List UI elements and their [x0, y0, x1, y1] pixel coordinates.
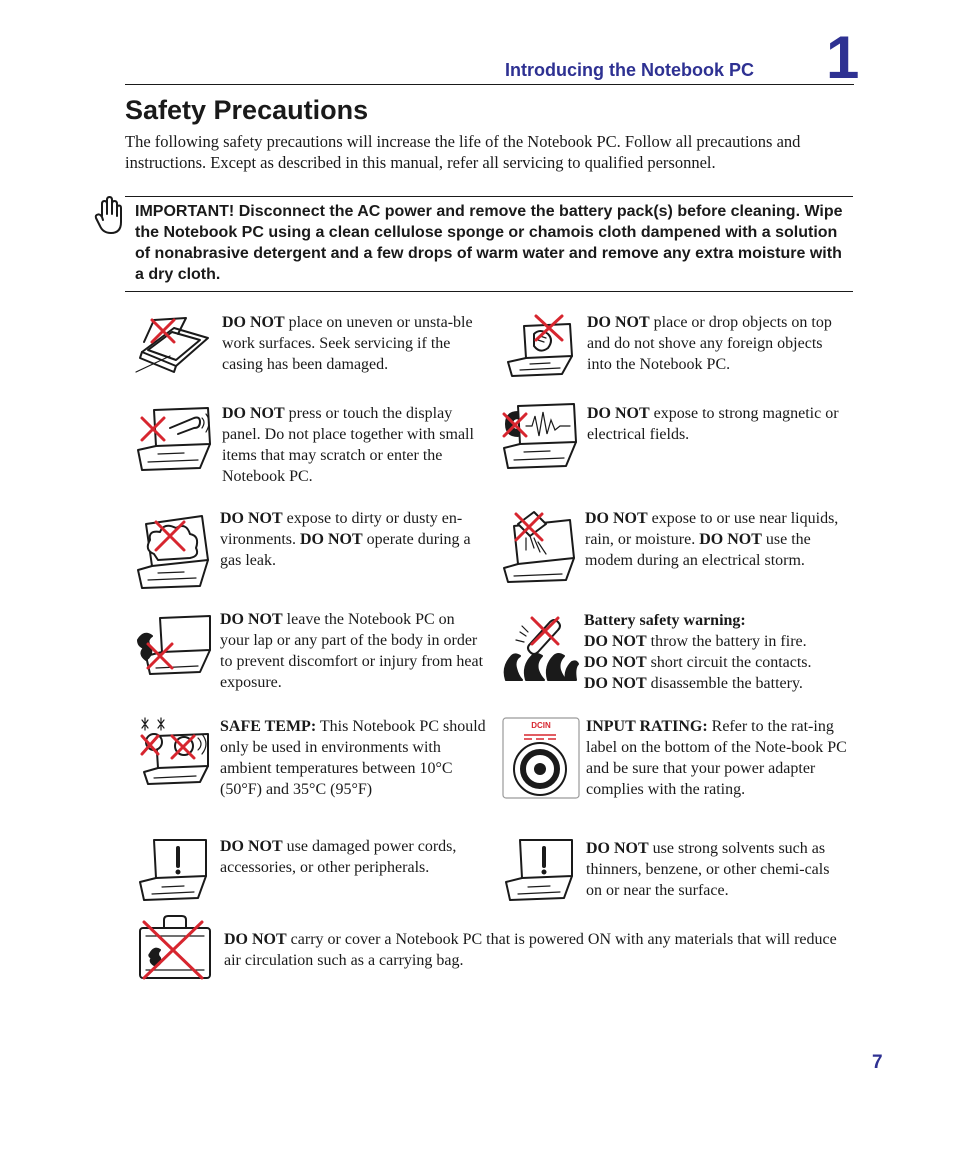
- item-description: leave the Notebook PC on your lap or any part of the body in order to prevent discomfort or injury from heat exposure.: [220, 611, 484, 691]
- lap-text: [220, 609, 486, 693]
- do-not-label: DO NOT: [222, 405, 285, 422]
- item-description: throw the battery in fire.: [646, 633, 807, 650]
- item-description: This Notebook PC should only be used in environments with ambient temperatures between 10°C (50°F) and 35°C (95°F): [220, 718, 486, 798]
- carrying-bag-icon: [136, 914, 214, 980]
- drop-objects-icon: [500, 312, 580, 380]
- uneven-surface-text: [222, 312, 484, 375]
- dusty-environment-icon: [134, 510, 214, 592]
- dusty-text: [220, 508, 490, 571]
- input-rating-text: [586, 716, 851, 800]
- liquid-spill-icon: [500, 508, 580, 584]
- battery-line-short: [584, 652, 849, 673]
- important-bottom-rule: [125, 291, 853, 292]
- battery-fire-icon: [500, 612, 582, 684]
- temperature-icon: [134, 716, 214, 786]
- do-not-label: DO NOT: [224, 931, 287, 948]
- page-number: 7: [872, 1052, 883, 1073]
- hand-stop-icon: [93, 196, 125, 236]
- power-cords-text: [220, 836, 486, 878]
- safe-temp-text: [220, 716, 486, 800]
- do-not-label: DO NOT: [585, 510, 648, 527]
- item-description: expose to or use near liquids, rain, or moisture.: [585, 510, 839, 548]
- chapter-number: 1: [826, 24, 860, 91]
- battery-heading-label: Battery safety warning:: [584, 612, 746, 629]
- touch-display-text: [222, 403, 487, 487]
- lap-heat-icon: [134, 614, 214, 678]
- intro-paragraph: The following safety precautions will increase the life of the Notebook PC. Follow all precautions and instructions. Except as described in this manual, refer all servicing to qualified personnel.: [125, 132, 801, 172]
- do-not-label: DO NOT: [584, 654, 647, 671]
- item-description: place on uneven or unsta-ble work surfaces. Seek servicing if the casing has been damaged.: [222, 314, 473, 373]
- item-description: carry or cover a Notebook PC that is powered ON with any materials that will reduce air circulation such as a carrying bag.: [224, 931, 837, 969]
- do-not-label: DO NOT: [587, 314, 650, 331]
- battery-warning-text: [584, 610, 849, 694]
- safe-temp-label: SAFE TEMP:: [220, 718, 317, 735]
- item-description: disassemble the battery.: [646, 675, 803, 692]
- do-not-label: DO NOT: [220, 611, 283, 628]
- item-description: expose to dirty or dusty en-vironments.: [220, 510, 463, 548]
- do-not-label: DO NOT: [587, 405, 650, 422]
- do-not-label: DO NOT: [300, 531, 363, 548]
- solvents-text: [586, 838, 848, 901]
- do-not-label: DO NOT: [586, 840, 649, 857]
- warning-exclamation-icon: [502, 838, 576, 902]
- touch-display-icon: [134, 404, 214, 474]
- item-description: use strong solvents such as thinners, benzene, or other chemi-cals on or near the surface.: [586, 840, 830, 899]
- do-not-label: DO NOT: [222, 314, 285, 331]
- item-description: use the modem during an electrical storm.: [585, 531, 811, 569]
- item-description: Refer to the rat-ing label on the bottom of the Note-book PC and be sure that your power adapter complies with the rating.: [586, 718, 847, 798]
- do-not-label: DO NOT: [220, 510, 283, 527]
- item-description: short circuit the contacts.: [646, 654, 812, 671]
- warning-exclamation-icon: [136, 838, 210, 902]
- item-description: use damaged power cords, accessories, or other peripherals.: [220, 838, 457, 876]
- magnetic-text: [587, 403, 849, 445]
- do-not-label: DO NOT: [220, 838, 283, 855]
- input-rating-label: INPUT RATING:: [586, 718, 708, 735]
- battery-heading: [584, 610, 849, 631]
- do-not-label: DO NOT: [699, 531, 762, 548]
- battery-line-disassemble: [584, 673, 849, 694]
- drop-objects-text: [587, 312, 847, 375]
- dcin-label: DCIN: [531, 721, 551, 730]
- page-title: Safety Precautions: [125, 95, 369, 125]
- liquids-text: [585, 508, 849, 571]
- do-not-label: DO NOT: [584, 633, 647, 650]
- important-notice: IMPORTANT! Disconnect the AC power and remove the battery pack(s) before cleaning. Wipe the Notebook PC using a clean cellulose sponge or chamois cloth dampened with a solution of nonabrasive detergent and a few drops of warm water and remove any extra moisture with a dry cloth.: [135, 203, 843, 283]
- chapter-title: Introducing the Notebook PC: [505, 60, 754, 80]
- item-description: operate during a gas leak.: [220, 531, 471, 569]
- carry-bag-text: [224, 929, 854, 971]
- magnetic-field-icon: [500, 402, 580, 472]
- item-description: press or touch the display panel. Do not place together with small items that may scratch or enter the Notebook PC.: [222, 405, 474, 485]
- do-not-label: DO NOT: [584, 675, 647, 692]
- header-rule: [125, 84, 854, 85]
- uneven-surface-icon: [134, 312, 214, 378]
- battery-line-fire: [584, 631, 849, 652]
- item-description: expose to strong magnetic or electrical fields.: [587, 405, 839, 443]
- item-description: place or drop objects on top and do not shove any foreign objects into the Notebook PC.: [587, 314, 832, 373]
- important-top-rule: [125, 196, 853, 197]
